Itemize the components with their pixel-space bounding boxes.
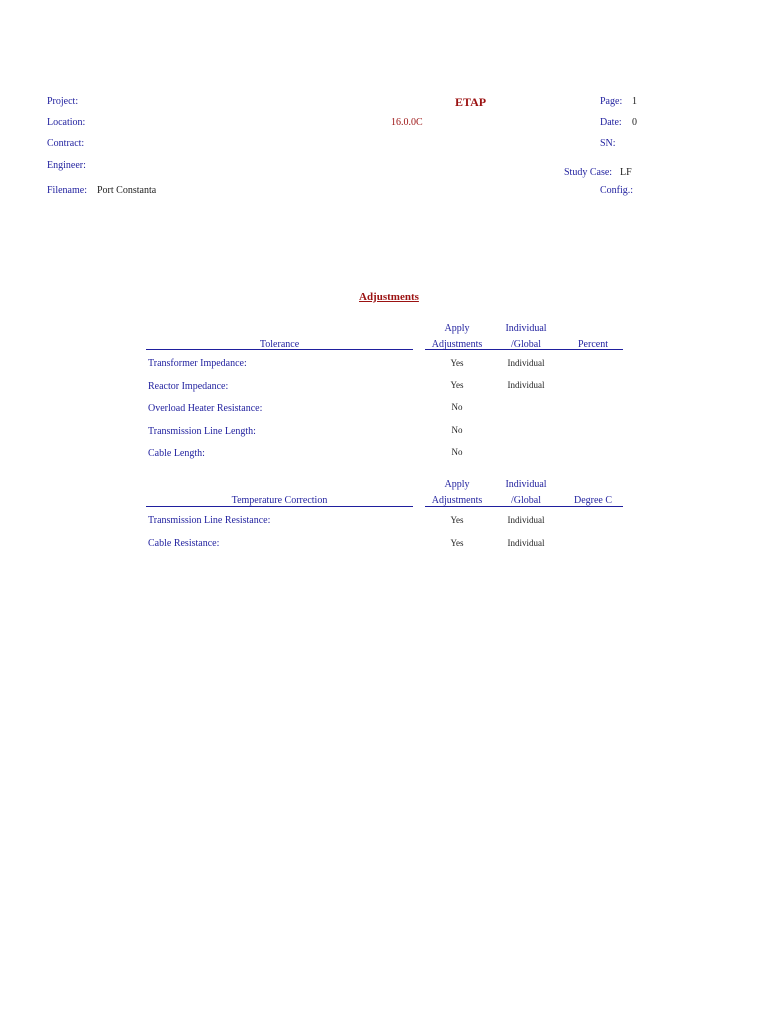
row-label: Transformer Impedance:: [148, 358, 247, 369]
temperature-header: Temperature Correction: [231, 495, 328, 506]
apply-header-line2: Adjustments: [431, 495, 483, 506]
apply-header-line2: Adjustments: [431, 339, 483, 350]
row-ig: Individual: [507, 380, 545, 390]
ig-header-line2: /Global: [511, 339, 541, 350]
filename-label: Filename:: [47, 185, 87, 196]
row-apply: Yes: [450, 538, 464, 548]
unit-header: Degree C: [573, 495, 613, 506]
location-label: Location:: [47, 117, 86, 128]
row-label: Cable Length:: [148, 448, 205, 459]
row-apply: No: [451, 402, 463, 412]
ig-header-line2: /Global: [511, 495, 541, 506]
page-value: 1: [632, 96, 637, 107]
filename-value: Port Constanta: [97, 185, 157, 196]
tolerance-header: Tolerance: [259, 339, 300, 350]
sn-label: SN:: [600, 138, 616, 149]
date-value: 0: [632, 117, 637, 128]
row-apply: No: [451, 447, 463, 457]
row-label: Reactor Impedance:: [148, 381, 229, 392]
row-label: Transmission Line Length:: [148, 426, 256, 437]
apply-header-line1: Apply: [444, 479, 470, 490]
engineer-label: Engineer:: [47, 160, 86, 171]
study-case-value: LF: [620, 167, 632, 178]
header-rule: [425, 349, 623, 350]
section-title: Adjustments: [359, 291, 419, 303]
page-label: Page:: [600, 96, 623, 107]
row-label: Transmission Line Resistance:: [148, 515, 271, 526]
ig-header-line1: Individual: [505, 479, 547, 490]
ig-header-line1: Individual: [505, 323, 547, 334]
study-case-label: Study Case:: [564, 167, 613, 178]
row-apply: No: [451, 425, 463, 435]
row-label: Cable Resistance:: [148, 538, 220, 549]
apply-header-line1: Apply: [444, 323, 470, 334]
app-name: ETAP: [455, 95, 487, 109]
version-text: 16.0.0C: [391, 117, 423, 128]
row-apply: Yes: [450, 380, 464, 390]
row-ig: Individual: [507, 358, 545, 368]
row-ig: Individual: [507, 515, 545, 525]
header-rule: [146, 349, 413, 350]
row-apply: Yes: [450, 515, 464, 525]
config-label: Config.:: [600, 185, 634, 196]
header-rule: [425, 506, 623, 507]
row-ig: Individual: [507, 538, 545, 548]
unit-header: Percent: [578, 339, 608, 350]
project-label: Project:: [47, 96, 79, 107]
header-rule: [146, 506, 413, 507]
contract-label: Contract:: [47, 138, 85, 149]
row-apply: Yes: [450, 358, 464, 368]
date-label: Date:: [600, 117, 622, 128]
row-label: Overload Heater Resistance:: [148, 403, 263, 414]
